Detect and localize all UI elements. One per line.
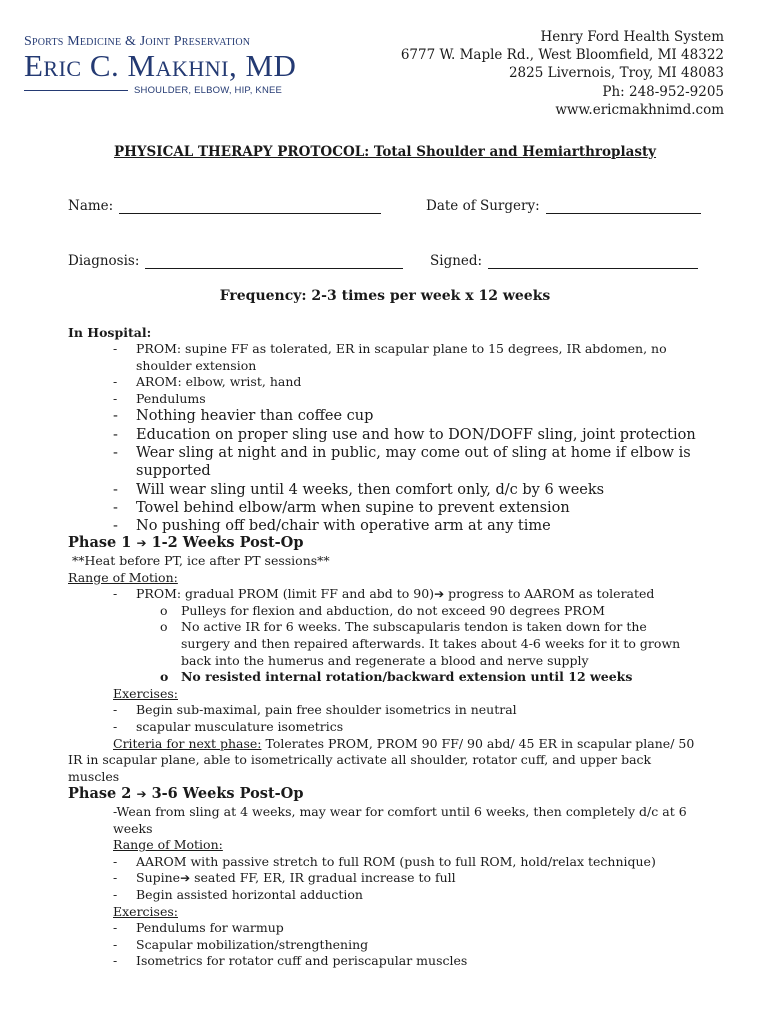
logo-tagline: Sports Medicine & Joint Preservation	[24, 34, 251, 49]
list-item: - AAROM with passive stretch to full ROM (push to full ROM, hold/relax technique)	[68, 854, 698, 871]
practice-logo	[24, 34, 304, 96]
surgery-date-field[interactable]	[546, 199, 701, 214]
phase-2-heading: Phase 2 ➔ 3-6 Weeks Post-Op	[68, 785, 304, 802]
list-item: - Pendulums	[68, 391, 698, 408]
sub-list-item: o Pulleys for flexion and abduction, do not exceed 90 degrees PROM	[68, 603, 698, 620]
sub-list-item-warning: o No resisted internal rotation/backward extension until 12 weeks	[68, 669, 698, 686]
phase-1-section	[68, 533, 698, 785]
surgery-date-row	[426, 198, 701, 214]
list-item: - scapular musculature isometrics	[68, 719, 698, 736]
diagnosis-field[interactable]	[145, 254, 403, 269]
phase-1-note: **Heat before PT, ice after PT sessions**	[72, 553, 330, 568]
hospital-heading: In Hospital:	[68, 325, 152, 340]
phase-1-rom-label: Range of Motion:	[68, 569, 178, 585]
surgery-date-label: Date of Surgery:	[426, 198, 540, 214]
signed-row	[430, 253, 698, 269]
name-label: Name:	[68, 198, 114, 214]
list-item: - Nothing heavier than coffee cup	[68, 407, 698, 425]
hospital-section	[68, 324, 698, 535]
list-item: - Begin assisted horizontal adduction	[68, 887, 698, 904]
org-name: Henry Ford Health System	[540, 29, 724, 45]
logo-divider	[24, 90, 128, 92]
list-item: - Scapular mobilization/strengthening	[68, 937, 698, 954]
list-item: - PROM: gradual PROM (limit FF and abd to 90)➔ progress to AAROM as tolerated	[68, 586, 698, 603]
phase-1-heading: Phase 1 ➔ 1-2 Weeks Post-Op	[68, 534, 304, 551]
right-arrow-icon: ➔	[180, 871, 191, 886]
phase-2-section	[68, 784, 698, 970]
diagnosis-label: Diagnosis:	[68, 253, 140, 269]
right-arrow-icon: ➔	[434, 587, 445, 602]
list-item: - AROM: elbow, wrist, hand	[68, 374, 698, 391]
phase-1-criteria: Criteria for next phase: Tolerates PROM, PROM 90 FF/ 90 abd/ 45 ER in scapular plane/ 50 IR in scapular plane, able to isometrically activate all shoulder, rotator cuff, and upper back muscles	[68, 735, 695, 784]
phase-2-note: -Wean from sling at 4 weeks, may wear for comfort until 6 weeks, then completely d/c at 6 weeks	[113, 804, 687, 836]
list-item: - Education on proper sling use and how to DON/DOFF sling, joint protection	[68, 426, 698, 444]
list-item: - Isometrics for rotator cuff and periscapular muscles	[68, 953, 698, 970]
logo-name: Eric C. Makhni, MD	[24, 48, 297, 83]
address-block	[401, 28, 724, 119]
phase-1-exercises-label: Exercises:	[113, 685, 178, 701]
signature-field[interactable]	[488, 254, 698, 269]
phase-2-rom-label: Range of Motion:	[113, 837, 223, 853]
list-item: - Begin sub-maximal, pain free shoulder isometrics in neutral	[68, 702, 698, 719]
document-title: PHYSICAL THERAPY PROTOCOL: Total Shoulder and Hemiarthroplasty	[113, 144, 657, 160]
address-line-1: 6777 W. Maple Rd., West Bloomfield, MI 48322	[400, 47, 724, 64]
list-item: - Towel behind elbow/arm when supine to prevent extension	[68, 499, 698, 517]
list-item: - Pendulums for warmup	[68, 920, 698, 937]
name-field[interactable]	[119, 199, 381, 214]
address-line-2: 2825 Livernois, Troy, MI 48083	[508, 65, 724, 82]
diagnosis-row	[68, 253, 403, 269]
frequency: Frequency: 2-3 times per week x 12 weeks	[219, 288, 551, 304]
list-item: - No pushing off bed/chair with operative arm at any time	[68, 517, 698, 535]
signed-label: Signed:	[430, 253, 483, 269]
right-arrow-icon: ➔	[136, 536, 147, 550]
right-arrow-icon: ➔	[136, 787, 147, 801]
list-item: - Will wear sling until 4 weeks, then comfort only, d/c by 6 weeks	[68, 481, 698, 499]
sub-list-item: o No active IR for 6 weeks. The subscapularis tendon is taken down for the surgery and then repaired afterwards. It takes about 4-6 weeks for it to grown back into the humerus and regenerate a blood and nerve supply	[68, 619, 698, 669]
website[interactable]: www.ericmakhnimd.com	[555, 101, 724, 118]
name-row	[68, 198, 381, 214]
phone-number: Ph: 248-952-9205	[602, 83, 724, 100]
phase-2-exercises-label: Exercises:	[113, 903, 178, 919]
list-item: - Wear sling at night and in public, may come out of sling at home if elbow is supported	[68, 444, 698, 481]
list-item: - PROM: supine FF as tolerated, ER in scapular plane to 15 degrees, IR abdomen, no shoulder extension	[68, 341, 698, 374]
list-item: - Supine➔ seated FF, ER, IR gradual increase to full	[68, 870, 698, 887]
logo-specialties: SHOULDER, ELBOW, HIP, KNEE	[134, 85, 283, 96]
